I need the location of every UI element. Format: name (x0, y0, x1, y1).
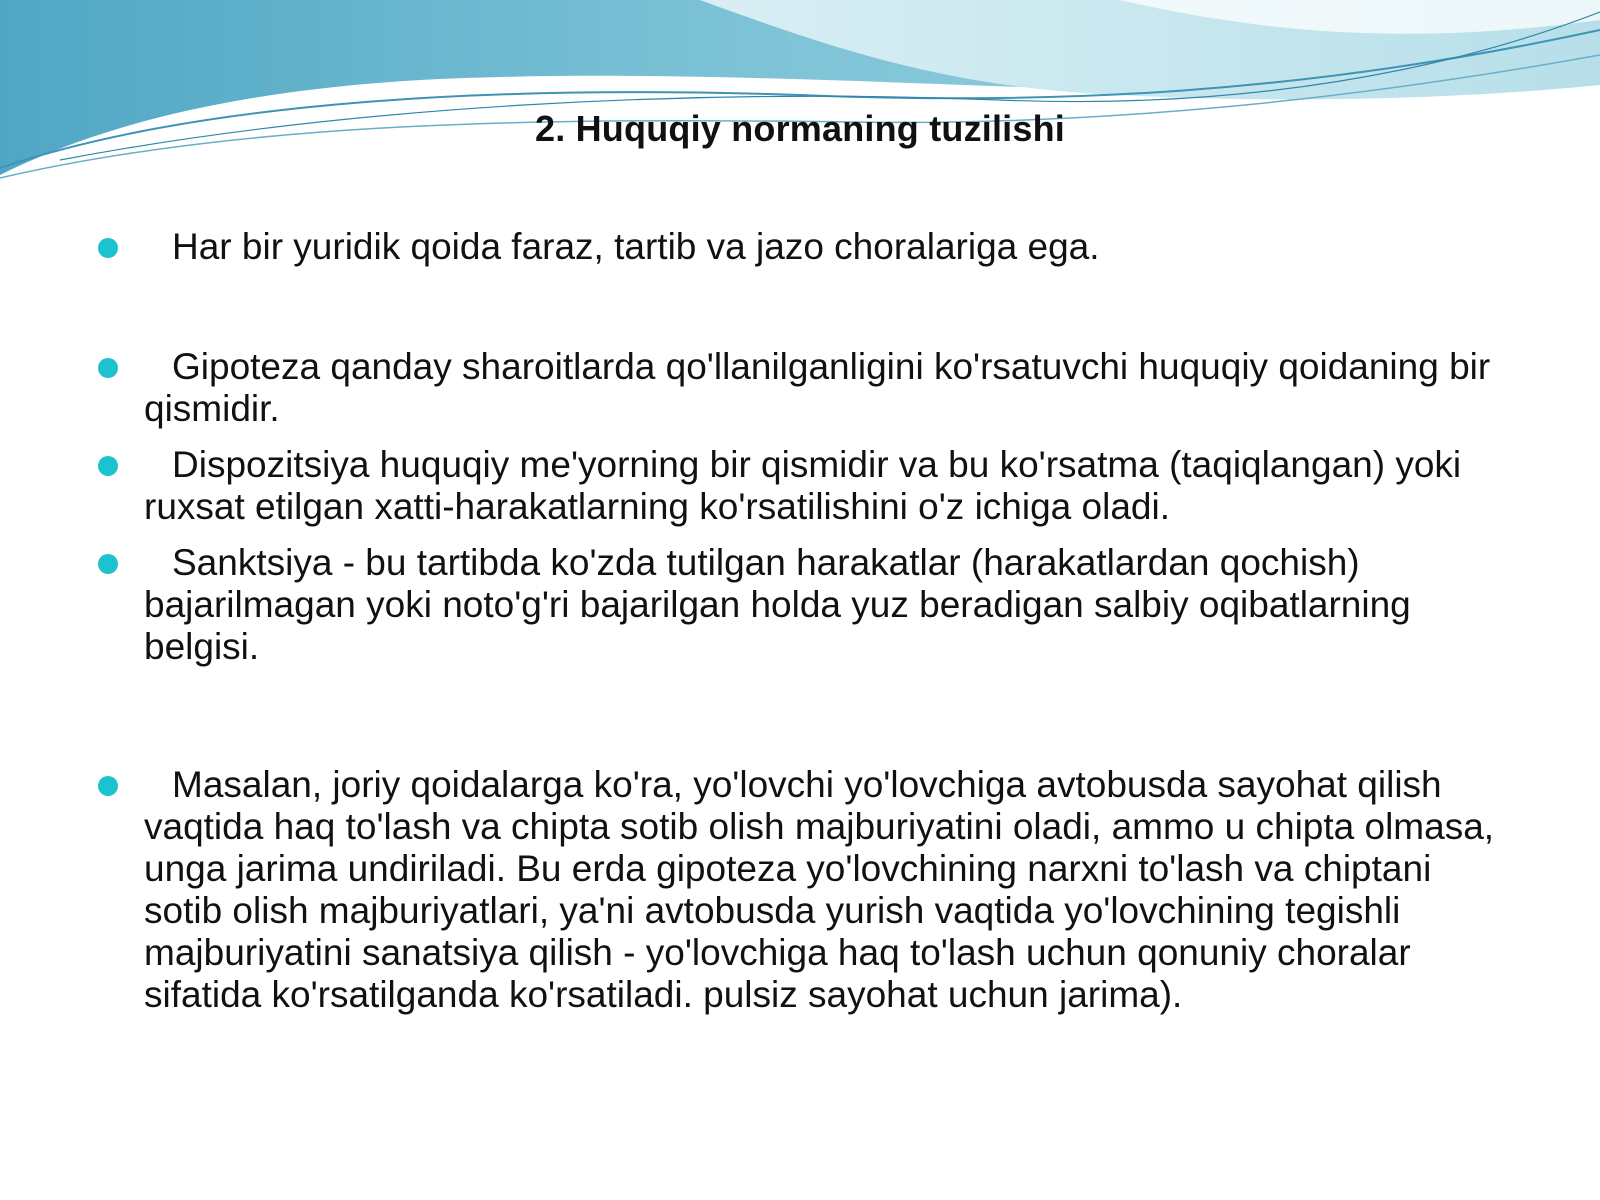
slide-title: 2. Huquqiy normaning tuzilishi (534, 108, 1065, 149)
bullet-item (96, 542, 1516, 668)
bullet-dot-icon (98, 358, 118, 378)
bullet-item (96, 346, 1516, 430)
bullet-text: Dispozitsiya huquqiy me'yorning bir qismidir va bu ko'rsatma (taqiqlangan) yoki ruxsat etilgan xatti-harakatlarning ko'rsatilishini o'z ichiga oladi. (144, 444, 1462, 527)
bullet-text: Masalan, joriy qoidalarga ko'ra, yo'lovchi yo'lovchiga avtobusda sayohat qilish vaqtida haq to'lash va chipta sotib olish majburiyatini oladi, ammo u chipta olmasa, unga jarima undiriladi. Bu erda gipoteza yo'lovchining narxni to'lash va chiptani sotib olish majburiyatlari, ya'ni avtobusda yurish vaqtida yo'lovchining tegishli majburiyatini sanatsiya qilish - yo'lovchiga haq to'lash uchun qonuniy choralar sifatida ko'rsatilganda ko'rsatiladi. pulsiz sayohat uchun jarima). (144, 764, 1495, 1015)
header-wave-decoration (0, 0, 1600, 200)
bullet-dot-icon (98, 554, 118, 574)
bullet-item (96, 226, 1516, 268)
bullet-list (96, 226, 1516, 1016)
bullet-dot-icon (98, 456, 118, 476)
bullet-item (96, 444, 1516, 528)
bullet-text: Har bir yuridik qoida faraz, tartib va jazo choralariga ega. (172, 226, 1100, 267)
bullet-text: Sanktsiya - bu tartibda ko'zda tutilgan harakatlar (harakatlardan qochish) bajarilmagan yoki noto'g'ri bajarilgan holda yuz beradigan salbiy oqibatlarning belgisi. (144, 542, 1411, 667)
bullet-dot-icon (98, 238, 118, 258)
bullet-dot-icon (98, 776, 118, 796)
bullet-text: Gipoteza qanday sharoitlarda qo'llanilganligini ko'rsatuvchi huquqiy qoidaning bir qismidir. (144, 346, 1491, 429)
bullet-item (96, 764, 1516, 1016)
